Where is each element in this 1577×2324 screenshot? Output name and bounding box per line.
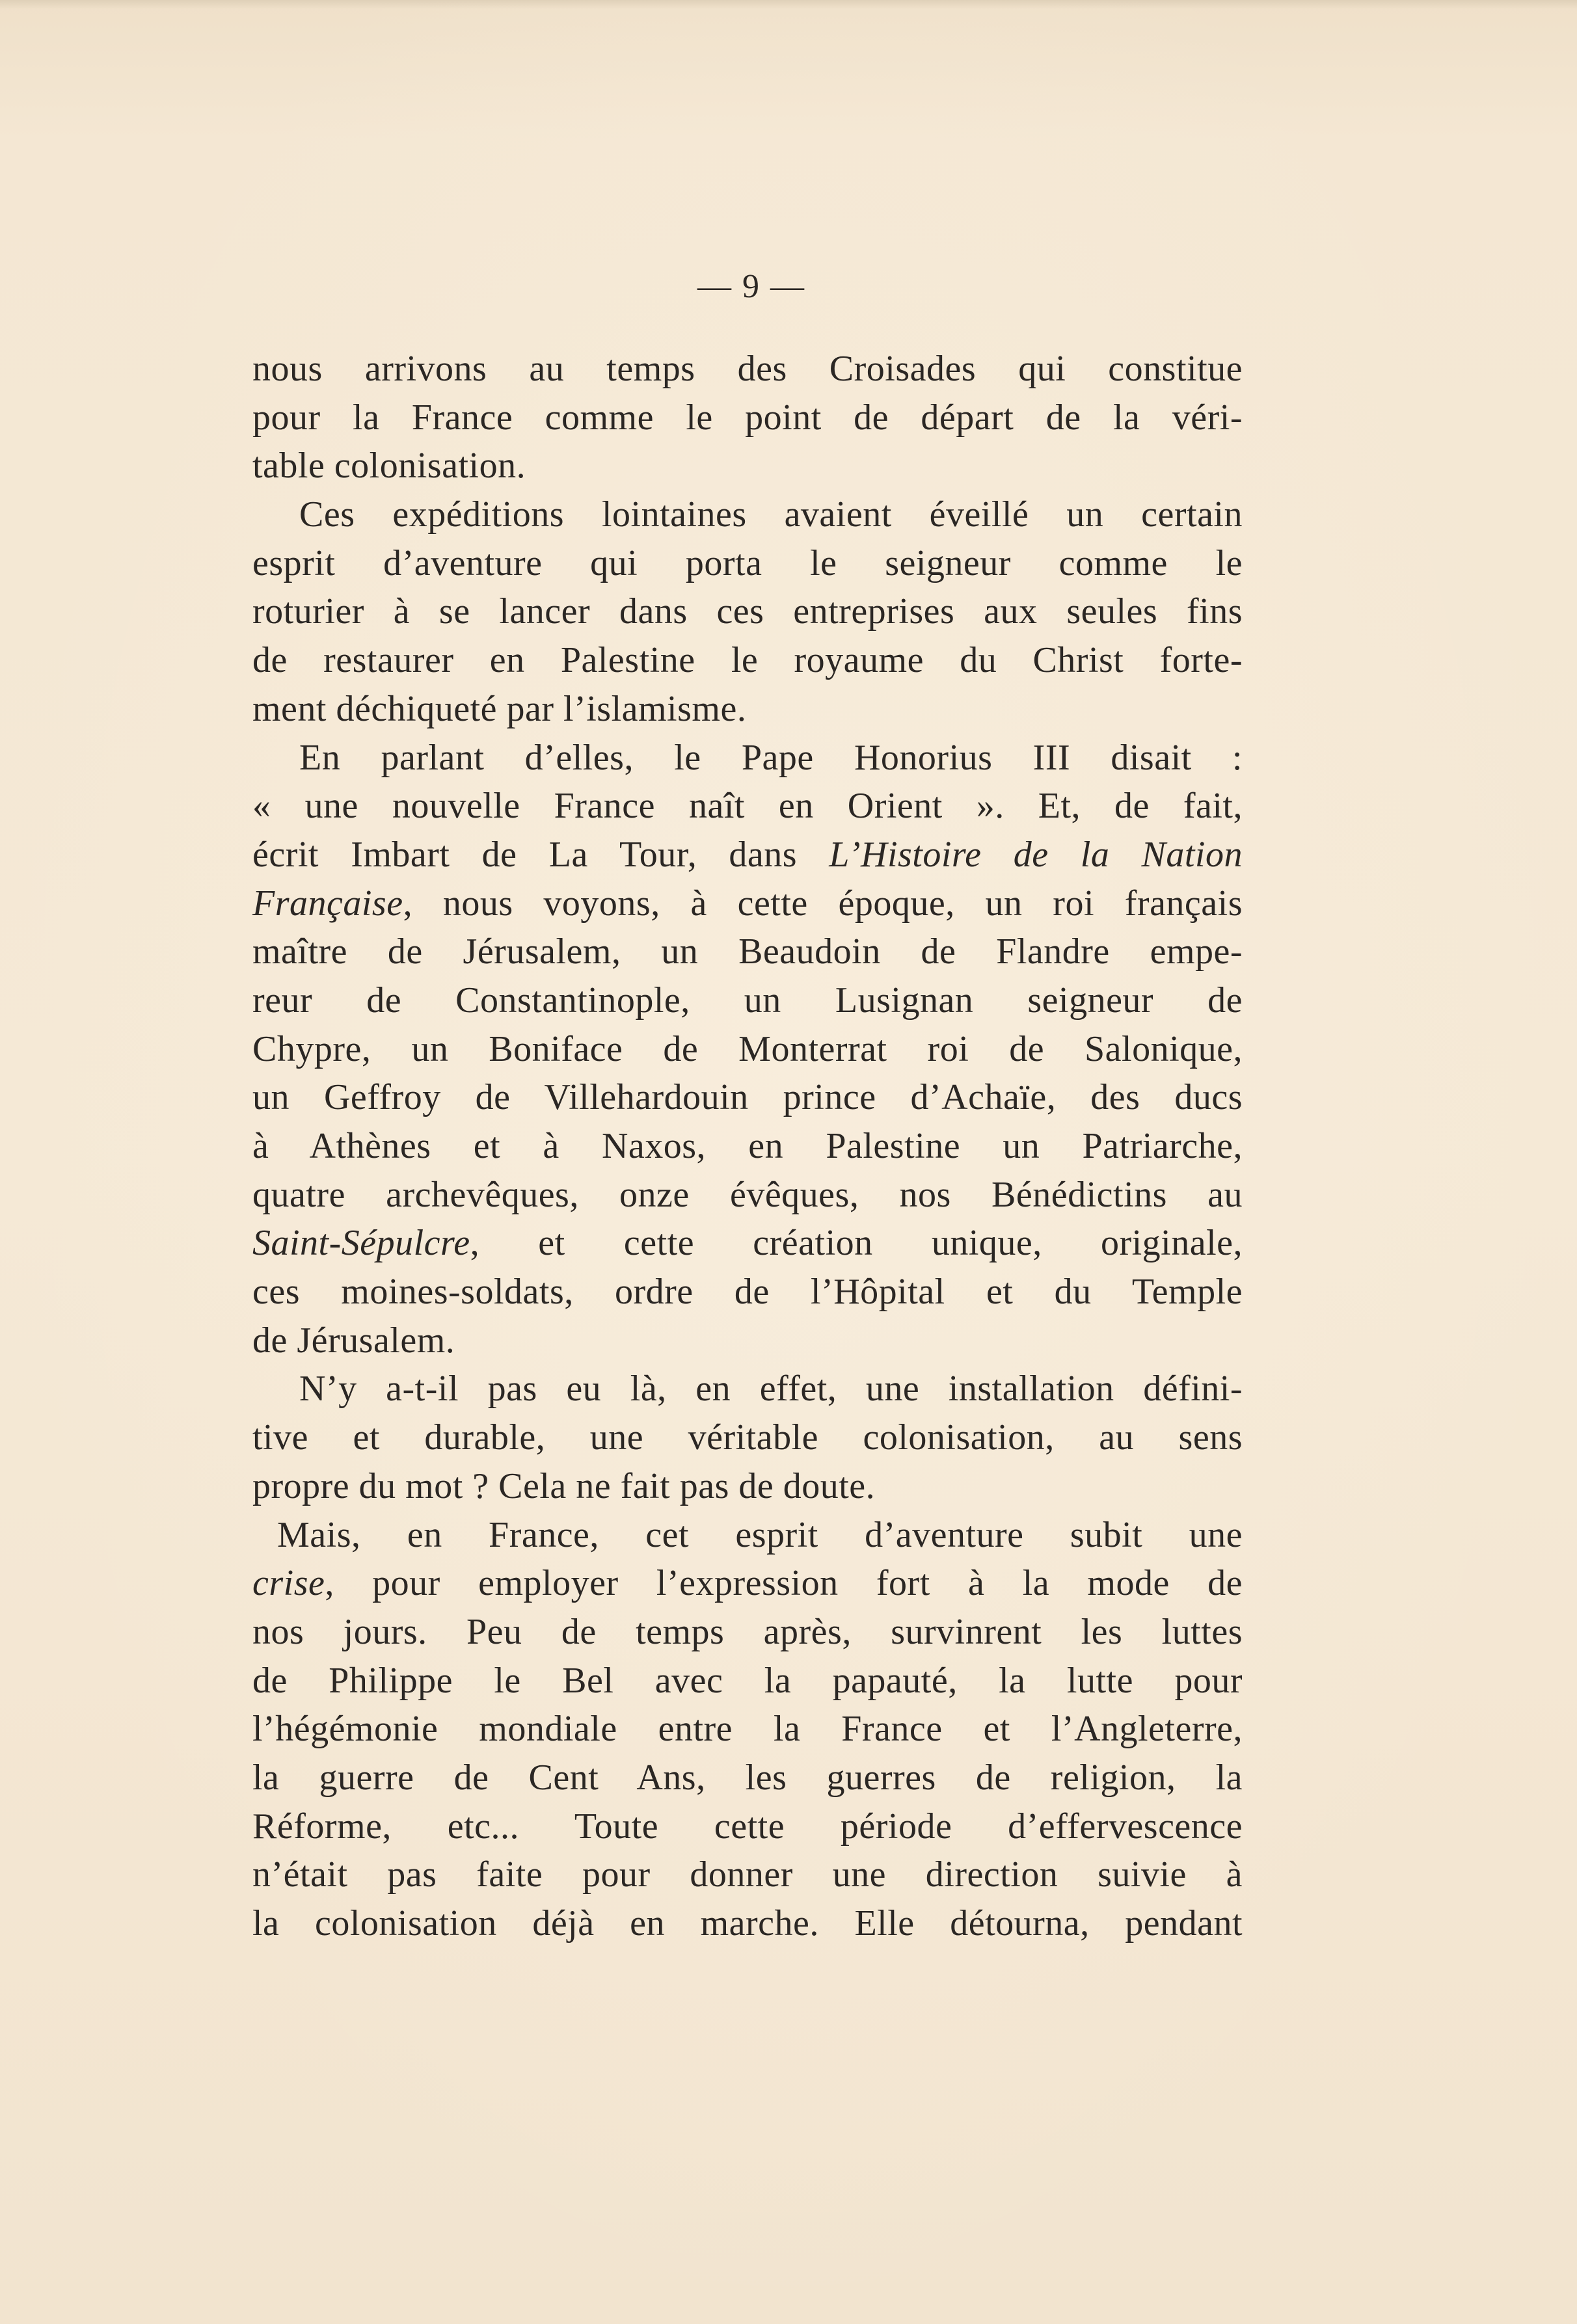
text-line — [252, 636, 1243, 685]
book-title-italic: Française — [252, 883, 403, 924]
text-segment: propre du mot ? Cela ne fait pas de doute. — [252, 1465, 876, 1506]
text-line — [252, 782, 1243, 831]
place-name-italic: Saint-Sépulcre — [252, 1223, 470, 1264]
text-segment: roturier à se lancer dans ces entreprises aux seules fins — [252, 591, 1243, 632]
text-line — [252, 1365, 1243, 1413]
text-line — [252, 1899, 1243, 1948]
text-line — [252, 1657, 1243, 1705]
page-top-edge — [0, 0, 1577, 9]
text-segment: En parlant d’elles, le Pape Honorius III disait : — [299, 737, 1243, 778]
text-line — [252, 1559, 1243, 1608]
text-line — [252, 1850, 1243, 1899]
text-segment: , pour employer l’expression fort à la mode de — [325, 1563, 1243, 1604]
text-segment: l’hégémonie mondiale entre la France et l’Angleterre, — [252, 1709, 1243, 1750]
text-segment: quatre archevêques, onze évêques, nos Bénédictins au — [252, 1174, 1243, 1215]
text-line — [252, 734, 1243, 782]
text-line — [252, 587, 1243, 636]
text-line — [252, 490, 1243, 539]
text-segment: pour la France comme le point de départ de la véri- — [252, 397, 1243, 438]
body-text — [252, 345, 1243, 1948]
emphasis-italic: crise — [252, 1563, 325, 1604]
text-segment: un Geffroy de Villehardouin prince d’Achaïe, des ducs — [252, 1077, 1243, 1118]
text-line — [252, 1073, 1243, 1122]
text-line — [252, 1171, 1243, 1220]
text-segment: à Athènes et à Naxos, en Palestine un Patriarche, — [252, 1126, 1243, 1166]
text-line — [252, 879, 1243, 928]
text-segment: n’était pas faite pour donner une direction suivie à — [252, 1854, 1243, 1895]
text-line — [252, 394, 1243, 442]
text-line — [252, 1511, 1243, 1560]
text-segment: esprit d’aventure qui porta le seigneur comme le — [252, 542, 1243, 583]
text-segment: , nous voyons, à cette époque, un roi français — [403, 883, 1243, 924]
text-line — [252, 928, 1243, 976]
text-line — [252, 1316, 1243, 1365]
text-segment: Ces expéditions lointaines avaient éveillé un certain — [299, 494, 1243, 535]
text-segment: de Philippe le Bel avec la papauté, la lutte pour — [252, 1660, 1243, 1701]
text-line — [252, 831, 1243, 879]
text-segment: tive et durable, une véritable colonisation, au sens — [252, 1417, 1243, 1458]
text-segment: Chypre, un Boniface de Monterrat roi de Salonique, — [252, 1028, 1243, 1069]
text-line — [252, 1122, 1243, 1171]
text-segment: ces moines-soldats, ordre de l’Hôpital et du Temple — [252, 1272, 1243, 1313]
text-segment: reur de Constantinople, un Lusignan seigneur de — [252, 980, 1243, 1021]
text-segment: écrit Imbart de La Tour, dans — [252, 834, 829, 875]
text-segment: « une nouvelle France naît en Orient ». Et, de fait, — [252, 786, 1243, 827]
text-line — [252, 1413, 1243, 1462]
text-line — [252, 442, 1243, 490]
text-segment: maître de Jérusalem, un Beaudoin de Flandre empe- — [252, 931, 1243, 972]
text-segment: la guerre de Cent Ans, les guerres de religion, la — [252, 1757, 1243, 1798]
text-line — [252, 1219, 1243, 1268]
text-line — [252, 539, 1243, 588]
text-segment: N’y a-t-il pas eu là, en effet, une installation défini- — [299, 1369, 1243, 1409]
page-number: — 9 — — [697, 268, 805, 305]
text-line — [252, 1462, 1243, 1511]
text-line — [252, 1268, 1243, 1316]
text-segment: Mais, en France, cet esprit d’aventure subit une — [277, 1514, 1243, 1555]
text-segment: la colonisation déjà en marche. Elle détourna, pendant — [252, 1903, 1243, 1943]
text-segment: Réforme, etc... Toute cette période d’effervescence — [252, 1806, 1243, 1847]
text-segment: , et cette création unique, originale, — [470, 1223, 1243, 1264]
text-line — [252, 1802, 1243, 1851]
text-line — [252, 976, 1243, 1025]
book-title-italic: L’Histoire de la Nation — [829, 834, 1243, 875]
text-segment: de restaurer en Palestine le royaume du Christ forte- — [252, 640, 1243, 681]
text-line — [252, 1754, 1243, 1802]
text-segment: table colonisation. — [252, 446, 526, 487]
text-line — [252, 685, 1243, 734]
text-line — [252, 1705, 1243, 1754]
text-segment: ment déchiqueté par l’islamisme. — [252, 688, 747, 729]
text-segment: nos jours. Peu de temps après, survinrent les luttes — [252, 1611, 1243, 1652]
text-line — [252, 1025, 1243, 1074]
text-segment: de Jérusalem. — [252, 1320, 455, 1361]
text-line — [252, 1608, 1243, 1657]
text-line — [252, 345, 1243, 394]
text-segment: nous arrivons au temps des Croisades qui constitue — [252, 349, 1243, 389]
